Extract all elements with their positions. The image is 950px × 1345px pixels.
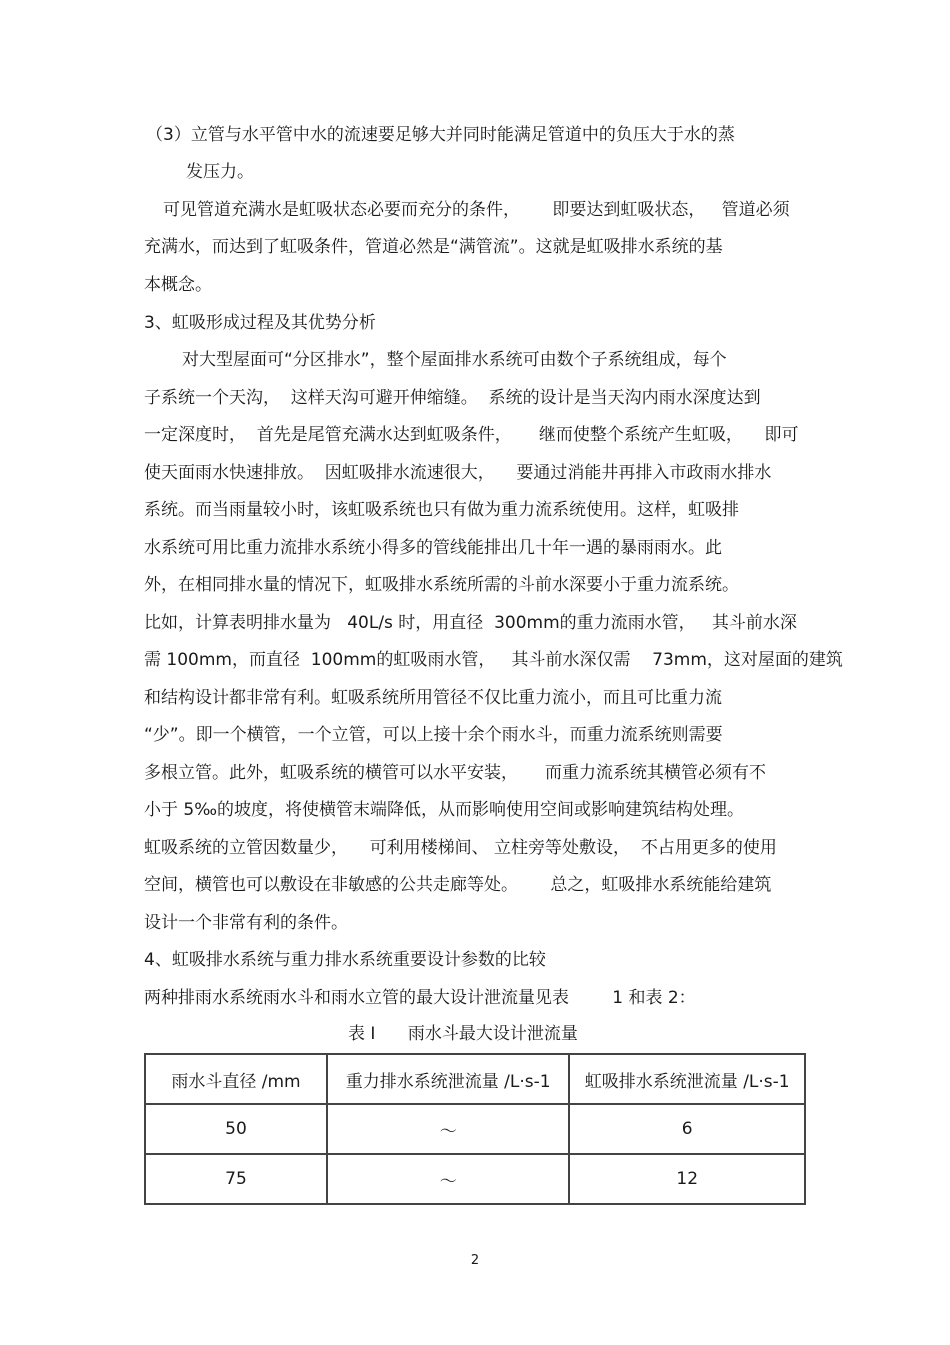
table-cell: ～	[327, 1104, 569, 1154]
text-line: 和结构设计都非常有利。虹吸系统所用管径不仅比重力流小，而且可比重力流	[144, 688, 722, 708]
text-line: （3）立管与水平管中水的流速要足够大并同时能满足管道中的负压大于水的蒸	[146, 125, 735, 145]
table-caption: 表 I 雨水斗最大设计泄流量	[348, 1024, 578, 1044]
text-line: 可见管道充满水是虹吸状态必要而充分的条件， 即要达到虹吸状态， 管道必须	[163, 200, 790, 220]
text-line: 两种排雨水系统雨水斗和雨水立管的最大设计泄流量见表 1 和表 2：	[144, 988, 696, 1008]
table-header-cell: 虹吸排水系统泄流量 /L·s-1	[569, 1054, 805, 1104]
table-cell: 12	[569, 1154, 805, 1204]
text-line: 外，在相同排水量的情况下，虹吸排水系统所需的斗前水深要小于重力流系统。	[144, 575, 739, 595]
text-line: 子系统一个天沟， 这样天沟可避开伸缩缝。 系统的设计是当天沟内雨水深度达到	[144, 388, 761, 408]
table-header-cell: 雨水斗直径 /mm	[145, 1054, 327, 1104]
text-line: 一定深度时， 首先是尾管充满水达到虹吸条件， 继而使整个系统产生虹吸， 即可	[144, 425, 799, 445]
text-line: 比如，计算表明排水量为 40L/s 时，用直径 300mm的重力流雨水管， 其斗前水深	[144, 613, 797, 633]
table-cell: 75	[145, 1154, 327, 1204]
text-line: 系统。而当雨量较小时，该虹吸系统也只有做为重力流系统使用。这样，虹吸排	[144, 500, 739, 520]
table-row	[145, 1154, 805, 1204]
table-header-row	[145, 1054, 805, 1104]
flow-table	[144, 1053, 806, 1205]
text-line: “少”。即一个横管，一个立管，可以上接十余个雨水斗，而重力流系统则需要	[144, 725, 723, 745]
text-line: 空间，横管也可以敷设在非敏感的公共走廊等处。 总之，虹吸排水系统能给建筑	[144, 875, 772, 895]
table-cell: 50	[145, 1104, 327, 1154]
text-line: 小于 5‰的坡度，将使横管末端降低，从而影响使用空间或影响建筑结构处理。	[144, 800, 745, 820]
section-heading: 4、虹吸排水系统与重力排水系统重要设计参数的比较	[144, 950, 546, 970]
text-line: 发压力。	[186, 162, 254, 182]
text-line: 设计一个非常有利的条件。	[144, 913, 348, 933]
table-cell: ～	[327, 1154, 569, 1204]
table-cell: 6	[569, 1104, 805, 1154]
text-line: 水系统可用比重力流排水系统小得多的管线能排出几十年一遇的暴雨雨水。此	[144, 538, 722, 558]
text-line: 多根立管。此外，虹吸系统的横管可以水平安装， 而重力流系统其横管必须有不	[144, 763, 767, 783]
text-line: 虹吸系统的立管因数量少， 可利用楼梯间、 立柱旁等处敷设， 不占用更多的使用	[144, 838, 777, 858]
text-line: 对大型屋面可“分区排水”，整个屋面排水系统可由数个子系统组成，每个	[182, 350, 727, 370]
table-header-cell: 重力排水系统泄流量 /L·s-1	[327, 1054, 569, 1104]
text-line: 使天面雨水快速排放。 因虹吸排水流速很大， 要通过消能井再排入市政雨水排水	[144, 463, 772, 483]
text-line: 充满水，而达到了虹吸条件，管道必然是“满管流”。这就是虹吸排水系统的基	[144, 237, 723, 257]
text-line: 需 100mm，而直径 100mm的虹吸雨水管， 其斗前水深仅需 73mm，这对屋面的建筑	[144, 650, 843, 670]
text-line: 本概念。	[144, 275, 212, 295]
section-heading: 3、虹吸形成过程及其优势分析	[144, 313, 376, 333]
table-row	[145, 1104, 805, 1154]
page-number: 2	[470, 1253, 480, 1268]
